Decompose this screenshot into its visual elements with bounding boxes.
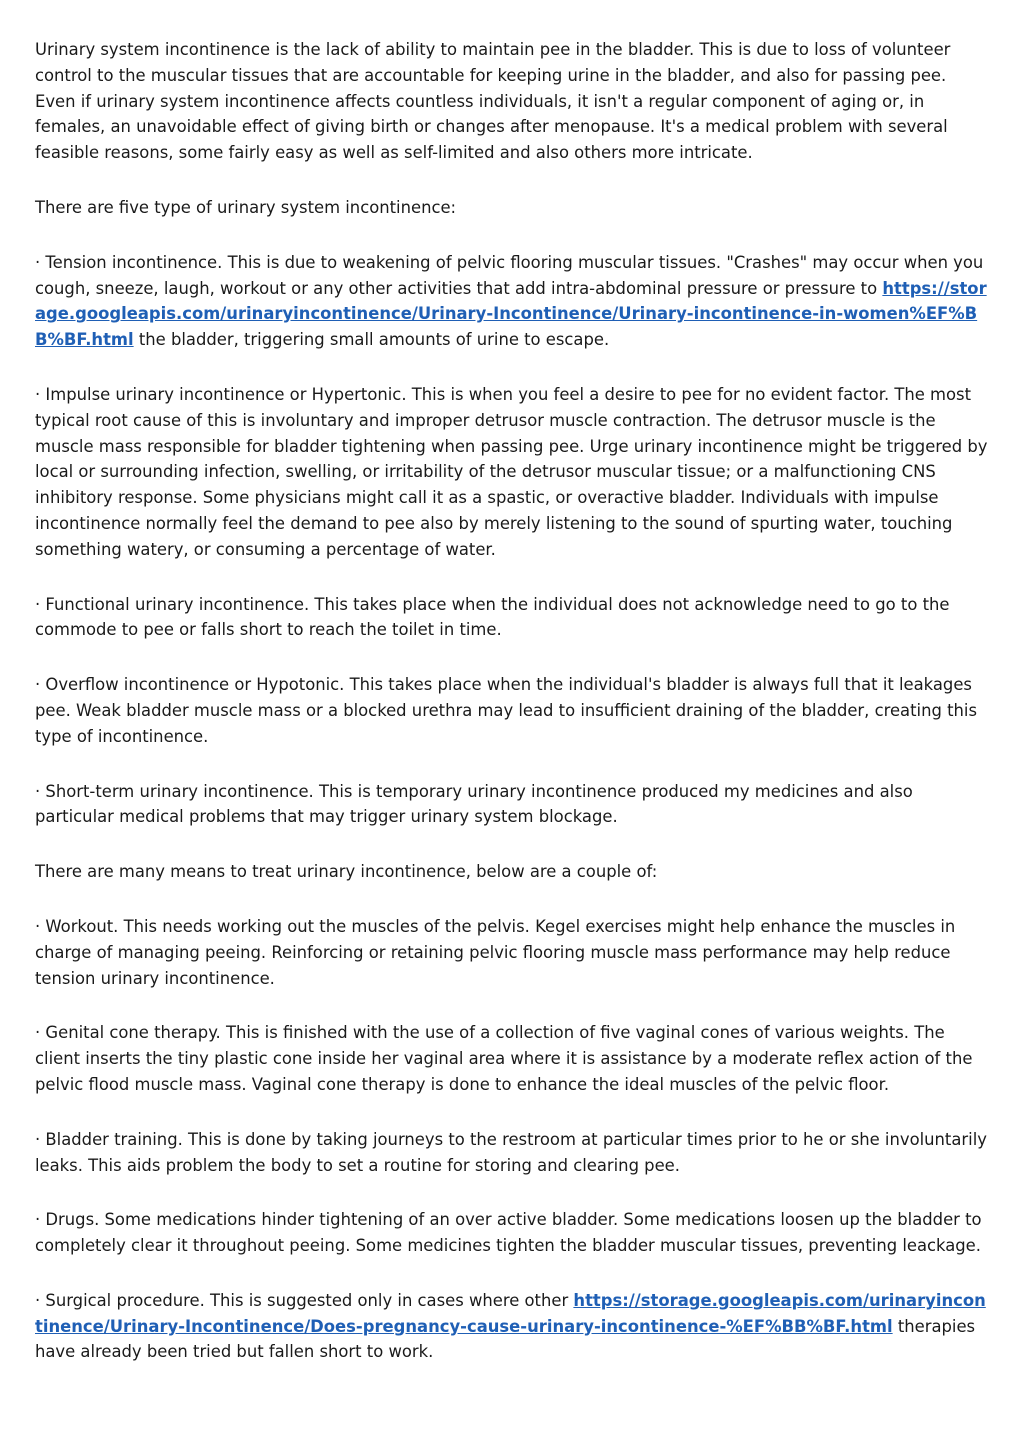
- functional-paragraph: · Functional urinary incontinence. This takes place when the individual does not acknowledge need to go to the commode to pee or falls short to reach the toilet in time.: [35, 594, 950, 640]
- treat-heading: There are many means to treat urinary incontinence, below are a couple of:: [35, 862, 658, 882]
- surgical-link[interactable]: https://storage.googleapis.com/urinaryincontinence/Urinary-Incontinence/Does-pregnancy-cause-urinary-incontinence-%EF%BB%BF.html: [35, 1290, 986, 1336]
- drugs-paragraph: · Drugs. Some medications hinder tightening of an over active bladder. Some medications loosen up the bladder to completely clear it throughout peeing. Some medicines tighten the bladder muscular tissues, preventing leackage.: [35, 1210, 982, 1256]
- document-body: [35, 37, 990, 1394]
- types-heading: There are five type of urinary system incontinence:: [35, 197, 457, 217]
- surgical-text-after: therapies have already been tried but fallen short to work.: [35, 1316, 976, 1362]
- workout-paragraph: · Workout. This needs working out the muscles of the pelvis. Kegel exercises might help enhance the muscles in charge of managing peeing. Reinforcing or retaining pelvic flooring muscle mass performance may help reduce tension urinary incontinence.: [35, 916, 956, 988]
- cone-therapy-paragraph: · Genital cone therapy. This is finished with the use of a collection of five vaginal cones of various weights. The client inserts the tiny plastic cone inside her vaginal area where it is assistance by a moderate reflex action of the pelvic flood muscle mass. Vaginal cone therapy is done to enhance the ideal muscles of the pelvic floor.: [35, 1023, 973, 1094]
- tension-text-after: the bladder, triggering small amounts of urine to escape.: [133, 330, 610, 350]
- intro-paragraph: Urinary system incontinence is the lack of ability to maintain pee in the bladder. This is due to loss of volunteer control to the muscular tissues that are accountable for keeping urine in the bladder, and also for passing pee. Even if urinary system incontinence affects countless individuals, it isn't a regular component of aging or, in females, an unavoidable effect of giving birth or changes after menopause. It's a medical problem with several feasible reasons, some fairly easy as well as self-limited and also others more intricate.: [35, 40, 951, 163]
- impulse-paragraph: · Impulse urinary incontinence or Hypertonic. This is when you feel a desire to pee for no evident factor. The most typical root cause of this is involuntary and improper detrusor muscle contraction. The detrusor muscle is the muscle mass responsible for bladder tightening when passing pee. Urge urinary incontinence might be triggered by local or surrounding infection, swelling, or irritability of the detrusor muscular tissue; or a malfunctioning CNS inhibitory response. Some physicians might call it as a spastic, or overactive bladder. Individuals with impulse incontinence normally feel the demand to pee also by merely listening to the sound of spurting water, touching something watery, or consuming a percentage of water.: [35, 384, 988, 559]
- overflow-paragraph: · Overflow incontinence or Hypotonic. This takes place when the individual's bladder is always full that it leakages pee. Weak bladder muscle mass or a blocked urethra may lead to insufficient draining of the bladder, creating this type of incontinence.: [35, 675, 977, 746]
- surgical-text-before: · Surgical procedure. This is suggested only in cases where other: [35, 1290, 574, 1310]
- tension-link[interactable]: https://storage.googleapis.com/urinaryincontinence/Urinary-Incontinence/Urinary-incontinence-in-women%EF%BB%BF.html: [35, 278, 987, 350]
- surgical-paragraph: [35, 1288, 990, 1365]
- tension-paragraph: [35, 250, 990, 353]
- tension-text-before: · Tension incontinence. This is due to weakening of pelvic flooring muscular tissues. "Crashes" may occur when you cough, sneeze, laugh, workout or any other activities that add intra-abdominal pressure or pressure to: [35, 252, 984, 298]
- bladder-training-paragraph: · Bladder training. This is done by taking journeys to the restroom at particular times prior to he or she involuntarily leaks. This aids problem the body to set a routine for storing and clearing pee.: [35, 1129, 987, 1175]
- short-term-paragraph: · Short-term urinary incontinence. This is temporary urinary incontinence produced my medicines and also particular medical problems that may trigger urinary system blockage.: [35, 781, 913, 827]
